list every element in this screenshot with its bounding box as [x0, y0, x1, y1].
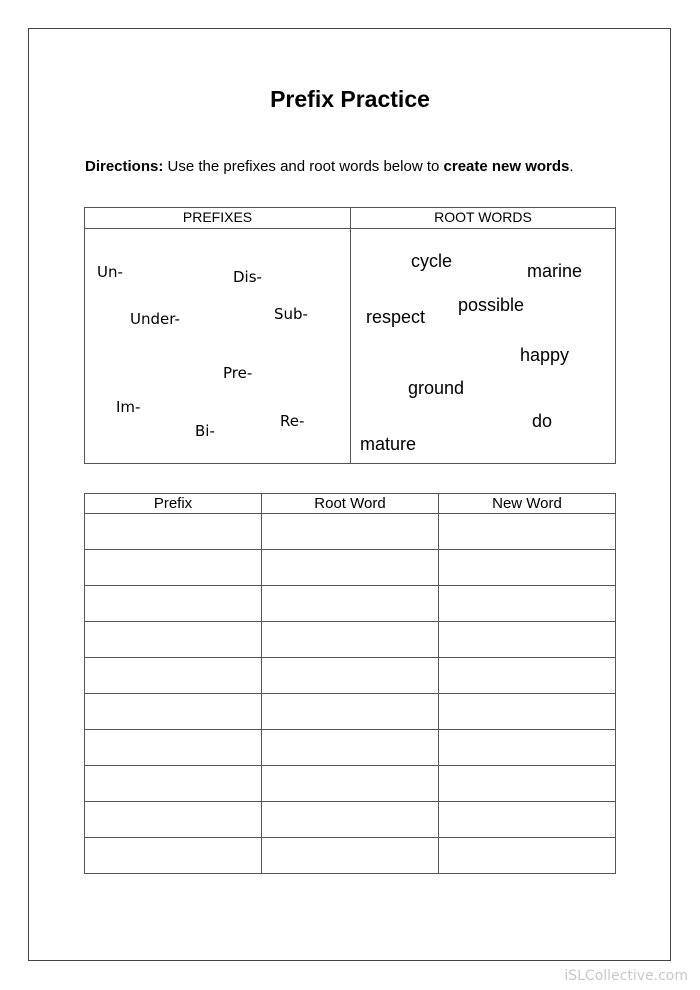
directions: [85, 157, 605, 177]
table-row: [85, 622, 616, 658]
prefix-cell[interactable]: [85, 622, 262, 658]
prefix-dis: Dis-: [233, 268, 262, 286]
table-row: [85, 766, 616, 802]
root-word-cell[interactable]: [262, 766, 439, 802]
table-row: [85, 730, 616, 766]
prefix-cell[interactable]: [85, 514, 262, 550]
prefix-bi: Bi-: [195, 422, 215, 440]
directions-text: Use the prefixes and root words below to: [163, 158, 444, 175]
prefix-sub: Sub-: [274, 305, 308, 323]
header-prefix: Prefix: [85, 494, 262, 514]
prefix-cell[interactable]: [85, 838, 262, 874]
root-words-header: ROOT WORDS: [434, 209, 532, 225]
root-ground: ground: [408, 378, 465, 398]
root-word-cell[interactable]: [262, 622, 439, 658]
root-word-cell[interactable]: [262, 514, 439, 550]
root-word-cell[interactable]: [262, 586, 439, 622]
prefix-cell[interactable]: [85, 766, 262, 802]
watermark: iSLCollective.com: [564, 968, 688, 984]
root-do: do: [532, 411, 553, 431]
table-row: [85, 802, 616, 838]
new-word-cell[interactable]: [439, 802, 616, 838]
root-possible: possible: [458, 295, 525, 315]
new-word-cell[interactable]: [439, 550, 616, 586]
table-row: [85, 586, 616, 622]
table-row: [85, 658, 616, 694]
answer-table: [84, 493, 616, 874]
word-bank-table: [84, 207, 616, 464]
answer-table-header-row: [85, 494, 616, 514]
prefix-un: Un-: [97, 263, 123, 281]
prefix-cell[interactable]: [85, 586, 262, 622]
prefix-under: Under-: [130, 310, 180, 328]
new-word-cell[interactable]: [439, 766, 616, 802]
root-cycle: cycle: [411, 251, 453, 271]
root-word-cell[interactable]: [262, 694, 439, 730]
root-word-cell[interactable]: [262, 802, 439, 838]
root-respect: respect: [366, 307, 426, 327]
new-word-cell[interactable]: [439, 694, 616, 730]
root-word-cell[interactable]: [262, 550, 439, 586]
table-row: [85, 550, 616, 586]
new-word-cell[interactable]: [439, 586, 616, 622]
root-mature: mature: [360, 434, 417, 454]
new-word-cell[interactable]: [439, 622, 616, 658]
prefix-re: Re-: [280, 412, 305, 430]
table-row: [85, 838, 616, 874]
header-new-word: New Word: [439, 494, 616, 514]
prefix-cell[interactable]: [85, 730, 262, 766]
directions-label: Directions:: [85, 158, 164, 175]
header-root-word: Root Word: [262, 494, 439, 514]
new-word-cell[interactable]: [439, 730, 616, 766]
root-happy: happy: [520, 345, 570, 365]
prefix-cell[interactable]: [85, 550, 262, 586]
root-word-cell[interactable]: [262, 658, 439, 694]
directions-end: .: [569, 158, 574, 175]
word-bank-header-divider: [85, 228, 615, 229]
root-word-cell[interactable]: [262, 730, 439, 766]
word-bank-column-divider: [350, 208, 351, 463]
root-marine: marine: [527, 261, 583, 281]
new-word-cell[interactable]: [439, 658, 616, 694]
directions-emphasis: create new words: [443, 158, 570, 175]
new-word-cell[interactable]: [439, 514, 616, 550]
root-word-cell[interactable]: [262, 838, 439, 874]
new-word-cell[interactable]: [439, 838, 616, 874]
prefix-pre: Pre-: [223, 364, 253, 382]
prefix-cell[interactable]: [85, 802, 262, 838]
table-row: [85, 514, 616, 550]
prefix-im: Im-: [116, 398, 141, 416]
prefix-cell[interactable]: [85, 658, 262, 694]
page-title: Prefix Practice: [270, 86, 430, 112]
prefixes-header: PREFIXES: [182, 209, 253, 225]
prefix-cell[interactable]: [85, 694, 262, 730]
table-row: [85, 694, 616, 730]
